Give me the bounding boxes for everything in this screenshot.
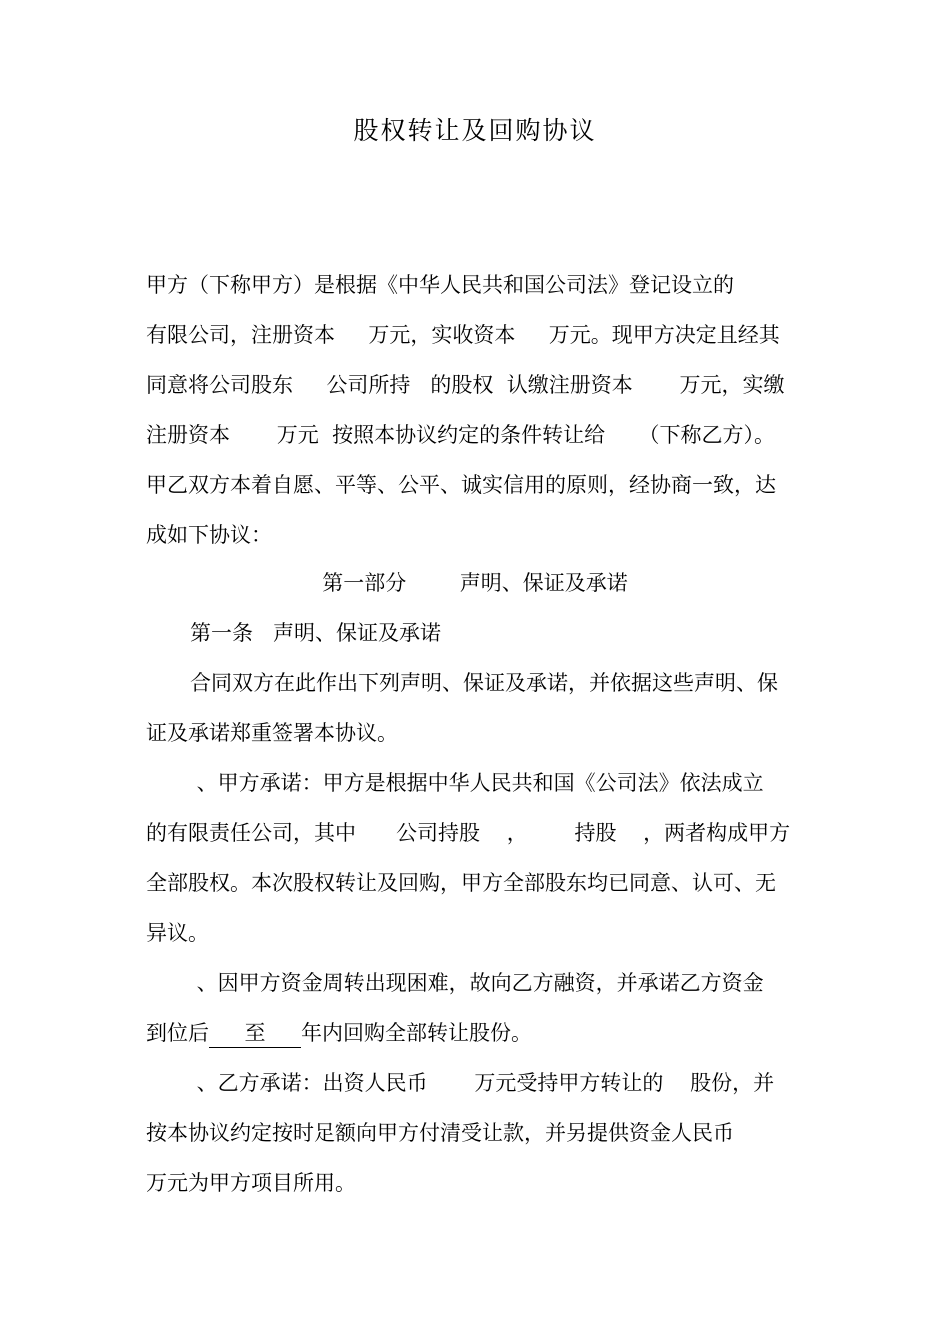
item-one-line-4: 异议。 (146, 921, 209, 945)
intro-line-4: 注册资本 万元 按照本协议约定的条件转让给 （下称乙方）。 (146, 423, 775, 447)
article-one-para-line-1: 合同双方在此作出下列声明、保证及承诺，并依据这些声明、保 (190, 671, 778, 695)
item-three-line-3: 万元为甲方项目所用。 (146, 1171, 356, 1195)
article-one-para-line-2: 证及承诺郑重签署本协议。 (146, 721, 398, 745)
item-two-prefix: 到位后 (146, 1021, 209, 1045)
intro-line-6: 成如下协议： (146, 523, 272, 547)
item-two-line-2 (146, 1018, 532, 1048)
intro-line-1: 甲方（下称甲方）是根据《中华人民共和国公司法》登记设立的 (146, 273, 734, 297)
part-one-heading: 第一部分 声明、保证及承诺 (322, 571, 628, 595)
item-one-line-1: 、甲方承诺：甲方是根据中华人民共和国《公司法》依法成立 (190, 771, 764, 795)
intro-line-5: 甲乙双方本着自愿、平等、公平、诚实信用的原则，经协商一致，达 (146, 473, 776, 497)
item-one-line-2: 的有限责任公司，其中 公司持股 ， 持股 ，两者构成甲方 (146, 821, 791, 845)
item-three-line-1: 、乙方承诺：出资人民币 万元受持甲方转让的 股份，并 (190, 1071, 775, 1095)
item-two-suffix: 年内回购全部转让股份。 (301, 1021, 532, 1045)
intro-line-3: 同意将公司股东 公司所持 的股权 认缴注册资本 万元，实缴 (146, 373, 785, 397)
item-three-line-2: 按本协议约定按时足额向甲方付清受让款，并另提供资金人民币 (146, 1121, 734, 1145)
intro-line-2: 有限公司，注册资本 万元，实收资本 万元。现甲方决定且经其 (146, 323, 780, 347)
item-one-line-3: 全部股权。本次股权转让及回购，甲方全部股东均已同意、认可、无 (146, 871, 776, 895)
buyback-period-blank: 至 (209, 1019, 301, 1048)
document-title: 股权转让及回购协议 (353, 116, 597, 145)
article-one-heading: 第一条 声明、保证及承诺 (190, 621, 442, 645)
item-two-line-1: 、因甲方资金周转出现困难，故向乙方融资，并承诺乙方资金 (190, 971, 764, 995)
